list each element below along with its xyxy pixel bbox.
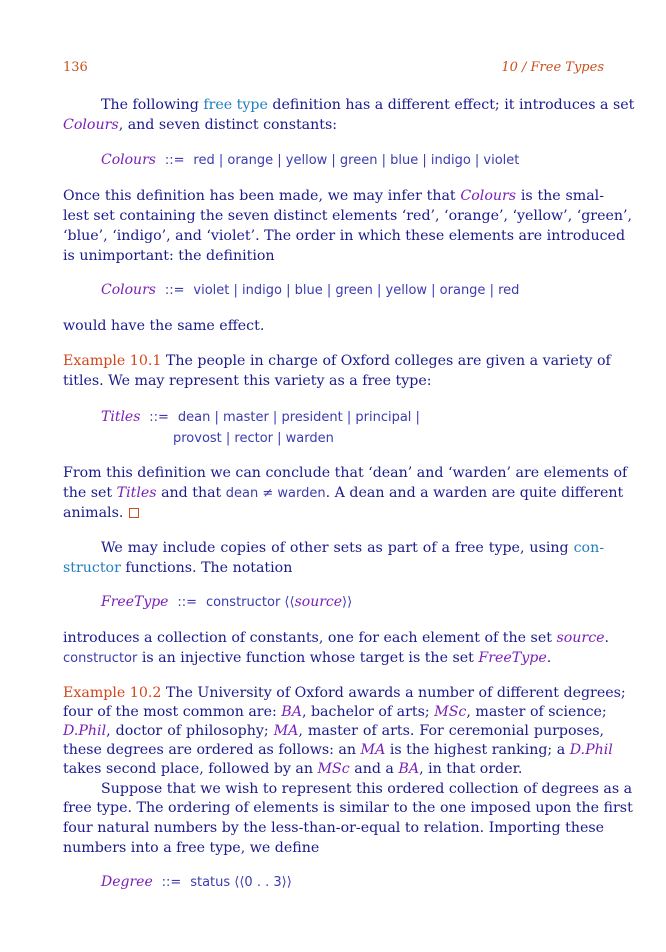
paragraph-line: introduces a collection of constants, one for each element of the set source. [63,630,610,646]
example-line: these degrees are ordered as follows: an MA is the highest ranking; a D.Phil [63,742,613,758]
example-line: four of the most common are: BA, bachelor of arts; MSc, master of science; [63,704,607,720]
page-number: 136 [63,60,88,75]
definition-titles-continued: provost | rector | warden [173,431,334,446]
paragraph-line: Once this definition has been made, we may infer that Colours is the smal- [63,188,604,204]
paragraph-line: animals. [63,503,604,523]
example-label: Example 10.1 [63,353,162,369]
definition-colours-reordered: Colours ::= violet | indigo | blue | green | yellow | orange | red [101,282,520,298]
example-line: titles. We may represent this variety as a free type: [63,373,432,389]
paragraph-line: Colours, and seven distinct constants: [63,117,338,133]
paragraph-line: the set Titles and that dean ≠ warden. A dean and a warden are quite different [63,485,624,501]
paragraph-line: would have the same effect. [63,318,265,334]
paragraph-line: lest set containing the seven distinct elements ‘red’, ‘orange’, ‘yellow’, ‘green’, [63,208,633,224]
definition-colours: Colours ::= red | orange | yellow | green | blue | indigo | violet [101,152,520,168]
definition-titles: Titles ::= dean | master | president | principal | [101,409,420,425]
example-line: Suppose that we wish to represent this ordered collection of degrees as a [101,781,633,797]
definition-freetype: FreeType ::= constructor ⟨⟨source⟩⟩ [101,594,353,610]
example-line: D.Phil, doctor of philosophy; MA, master of arts. For ceremonial purposes, [63,723,605,739]
constructor-link-cont[interactable]: structor [63,560,121,576]
example-label: Example 10.2 [63,685,162,701]
example-line: four natural numbers by the less-than-or-equal to relation. Importing these [63,820,605,836]
free-type-link[interactable]: free type [203,97,268,113]
example-line: Example 10.2 The University of Oxford awards a number of different degrees; [63,685,626,701]
paragraph-line: structor functions. The notation [63,560,293,576]
example-line: Example 10.1 The people in charge of Oxford colleges are given a variety of [63,353,611,369]
paragraph-line: constructor is an injective function whose target is the set FreeType. [63,650,552,666]
paragraph-line: ‘blue’, ‘indigo’, and ‘violet’. The order in which these elements are introduced [63,228,626,244]
paragraph-line: We may include copies of other sets as part of a free type, using con- [101,540,604,556]
example-line: free type. The ordering of elements is similar to the one imposed upon the first [63,800,633,816]
paragraph-line: The following free type definition has a different effect; it introduces a set [101,97,635,113]
definition-degree: Degree ::= status ⟨⟨0 . . 3⟩⟩ [101,874,292,890]
end-of-example-square [129,508,139,518]
example-line: takes second place, followed by an MSc and a BA, in that order. [63,761,523,777]
paragraph-line: is unimportant: the definition [63,248,275,264]
paragraph-line: From this definition we can conclude that ‘dean’ and ‘warden’ are elements of [63,465,628,481]
constructor-link[interactable]: con- [573,540,604,556]
example-line: numbers into a free type, we define [63,840,320,856]
running-head: 10 / Free Types [501,60,604,75]
